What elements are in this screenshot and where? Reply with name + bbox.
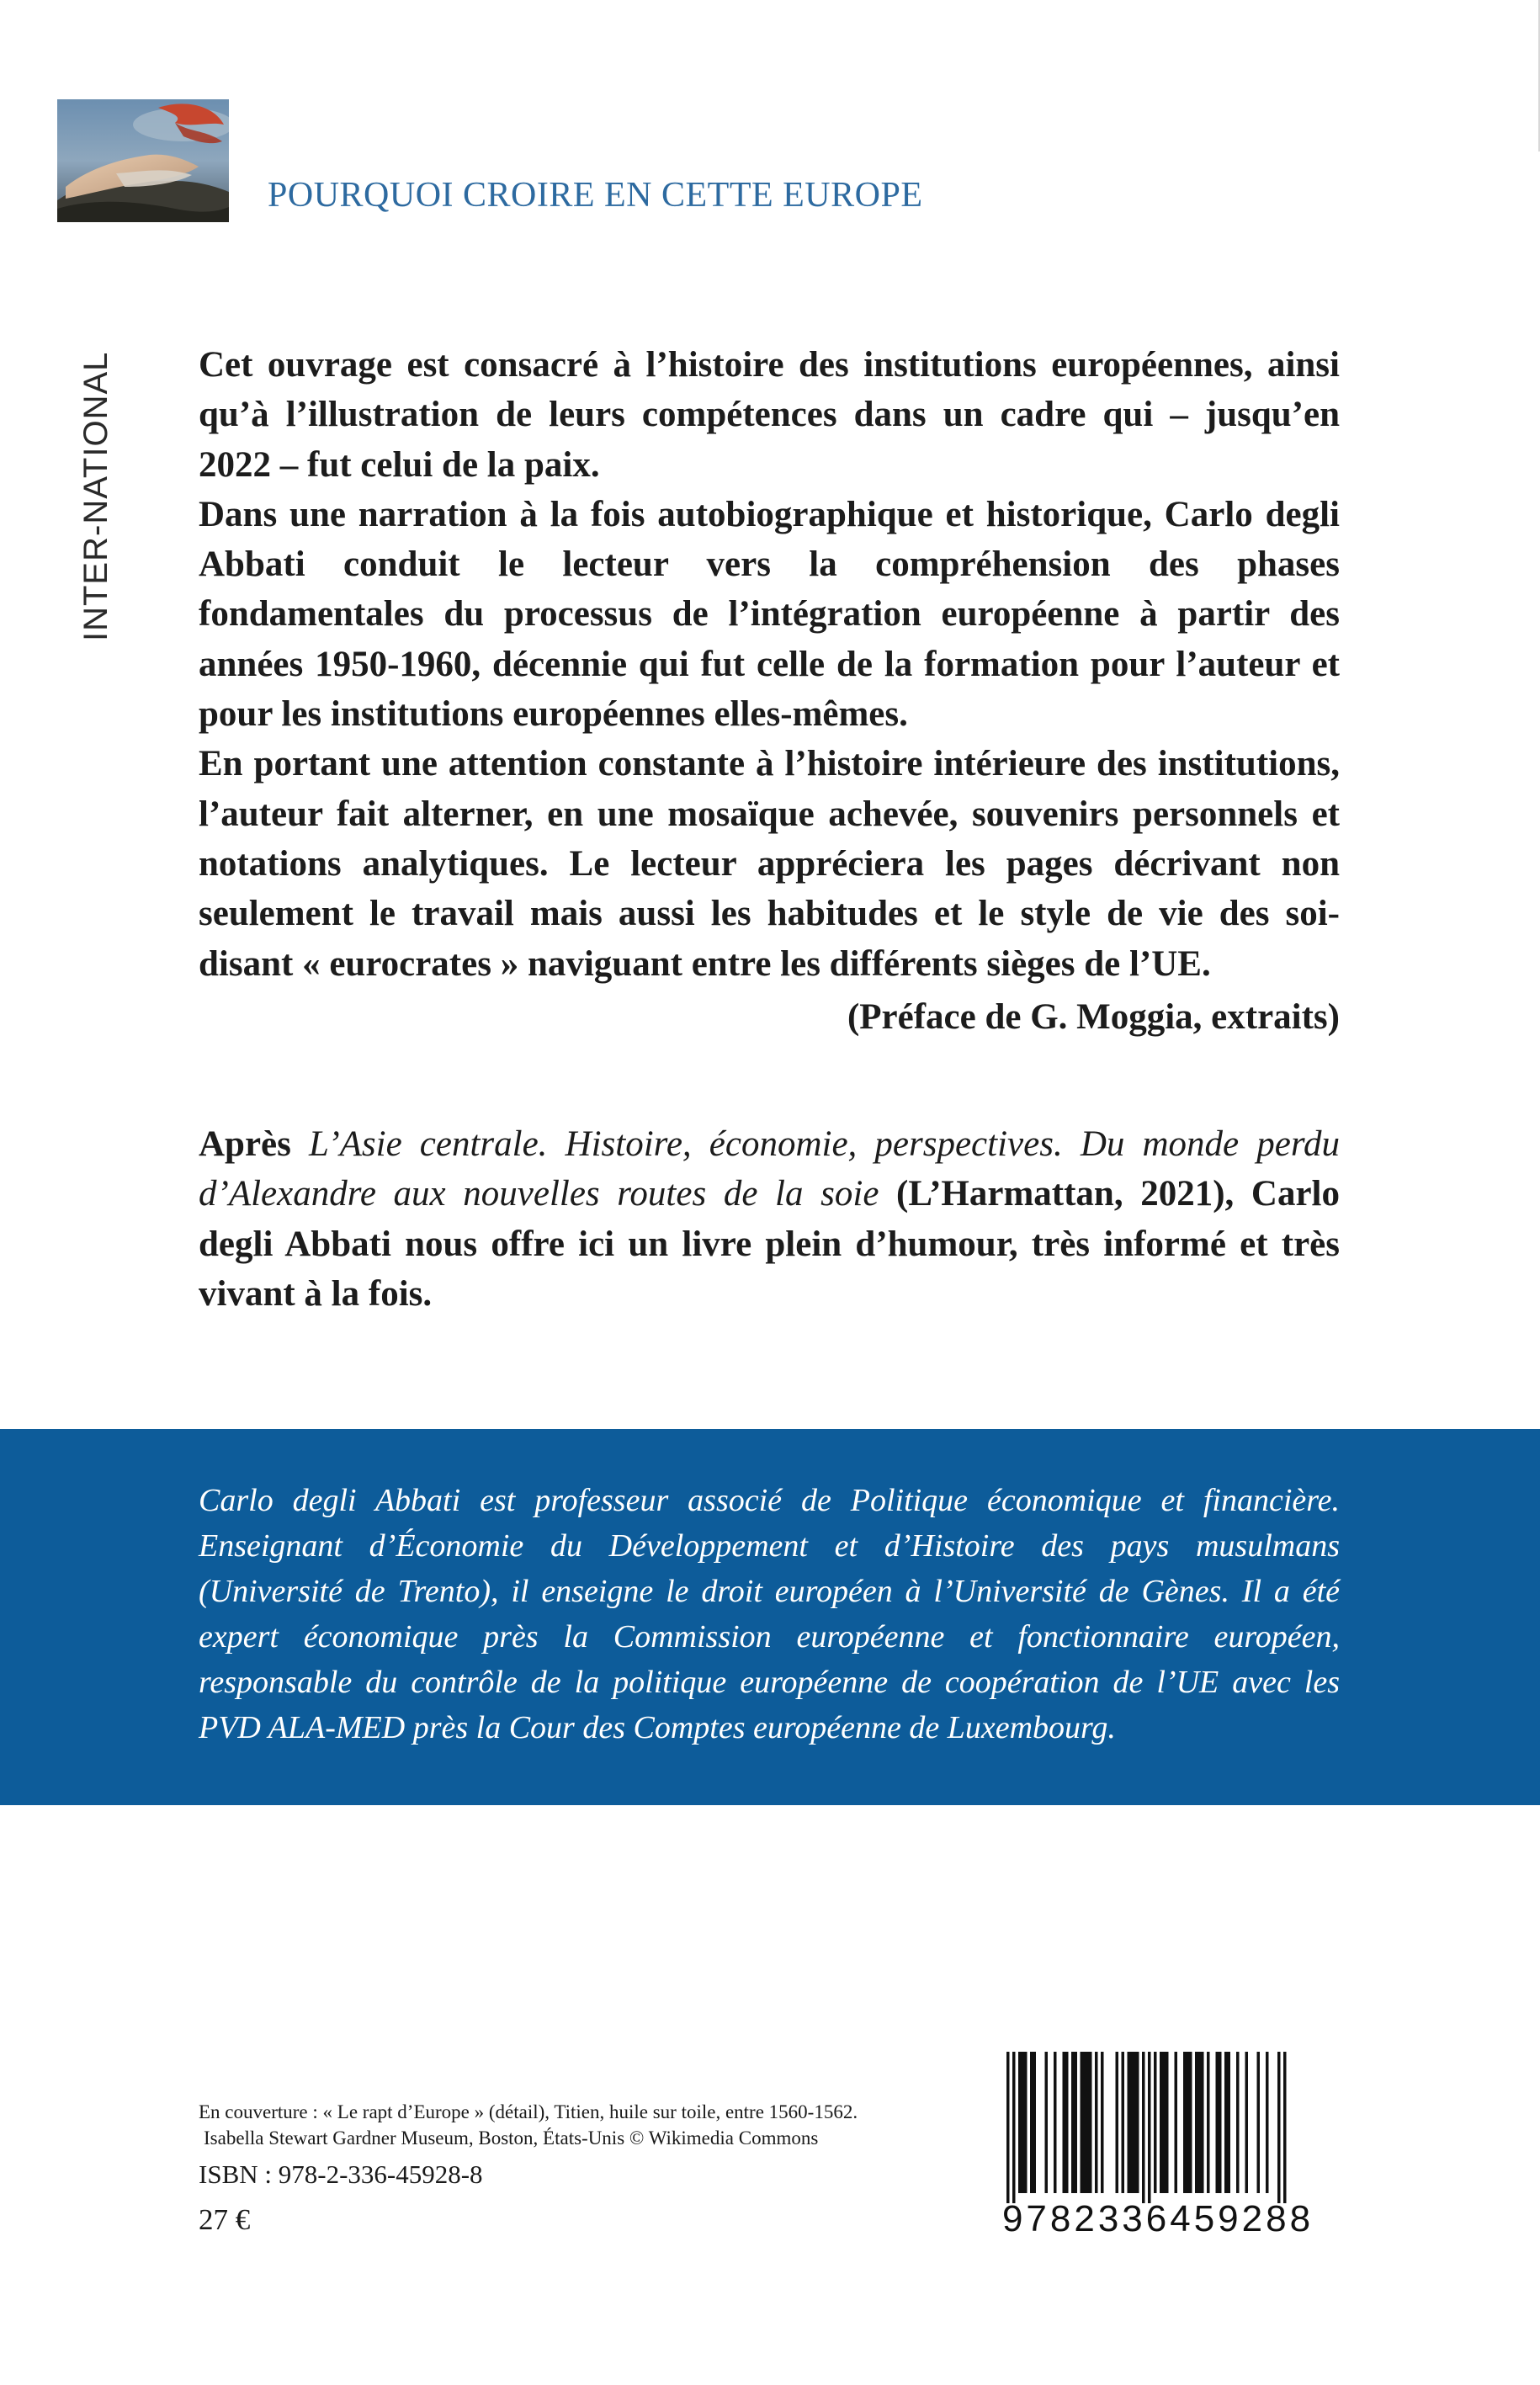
barcode-bar	[1187, 2052, 1190, 2193]
barcode-bar	[1166, 2052, 1169, 2193]
cover-credit-line: Isabella Stewart Gardner Museum, Boston, États-Unis © Wikimedia Commons	[204, 2127, 819, 2149]
barcode-bar	[1134, 2052, 1137, 2193]
barcode-bar	[1183, 2052, 1187, 2193]
barcode-bar	[1101, 2052, 1104, 2193]
barcode-bar	[1160, 2052, 1163, 2193]
isbn-number: ISBN : 978-2-336-45928-8	[199, 2159, 483, 2189]
barcode-bar	[1245, 2052, 1249, 2193]
barcode-bar	[1175, 2052, 1178, 2193]
price-label: 27 €	[199, 2203, 251, 2236]
barcode-bar	[1012, 2052, 1016, 2203]
barcode-bar	[1189, 2052, 1192, 2193]
barcode-bar	[1022, 2052, 1025, 2193]
barcode-bar	[1081, 2052, 1084, 2193]
blurb-paragraph: Dans une narration à la fois autobiographique et historique, Carlo degli Abbati conduit le lecteur vers la compréhension des phases fondamentales du processus de l’intégration européenne à partir des années 1950-1960, décennie qui fut celle de la formation pour l’auteur et pour les institutions européennes elles-mêmes.	[199, 494, 1340, 735]
barcode-bar	[1228, 2052, 1231, 2193]
barcode-bar	[1071, 2052, 1075, 2193]
barcode-bar	[1075, 2052, 1078, 2193]
author-bio-text: Carlo degli Abbati est professeur associé de Politique économique et financière. Enseignant d’Économie du Développement et d’Histoire des pays musulmans (Université de Trento), il enseigne le droit européen à l’Université de Gènes. Il a été expert économique près la Commission européenne et fonctionnaire européen, responsable du contrôle de la politique européenne de coopération de l’UE avec les PVD ALA-MED près la Cour des Comptes européenne de Luxembourg.	[199, 1483, 1340, 1745]
blurb-paragraph: En portant une attention constante à l’histoire intérieure des institutions, l’auteur fait alterner, en une mosaïque achevée, souvenirs personnels et notations analytiques. Le lecteur appréciera les pages décrivant non seulement le travail mais aussi les habitudes et le style de vie des soi-disant « eurocrates » naviguant entre les différents sièges de l’UE.	[199, 744, 1340, 984]
barcode-bar	[1148, 2052, 1151, 2203]
barcode-bar	[1063, 2052, 1066, 2193]
cover-credit-line: En couverture : « Le rapt d’Europe » (détail), Titien, huile sur toile, entre 1560-1562.	[199, 2101, 858, 2122]
barcode-bar	[1136, 2052, 1139, 2193]
previous-book-title: L’Asie centrale. Histoire, économie, perspectives. Du monde perdu d’Alexandre aux nouvelles routes de la soie	[199, 1124, 1340, 1214]
barcode-bar	[1257, 2052, 1261, 2193]
barcode-bar	[1163, 2052, 1166, 2193]
barcode-bar	[1030, 2052, 1033, 2193]
barcode-bar	[1045, 2052, 1049, 2193]
barcode-bar	[1089, 2052, 1092, 2193]
barcode-bar	[1116, 2052, 1119, 2193]
barcode-bar	[1095, 2052, 1098, 2193]
previous-book-paragraph	[199, 1119, 1340, 1319]
barcode-bar	[1033, 2052, 1037, 2193]
barcode-bar	[1198, 2052, 1202, 2193]
barcode-bar	[1266, 2052, 1269, 2193]
barcode-bar	[1018, 2052, 1022, 2193]
barcode-bar	[1236, 2052, 1240, 2193]
preface-attribution: (Préface de G. Moggia, extraits)	[847, 996, 1340, 1037]
spine-collection-label: INTER-NATIONAL	[77, 351, 114, 641]
cover-credit	[199, 2099, 1040, 2151]
barcode-bar	[1219, 2052, 1222, 2193]
blurb-paragraph: Cet ouvrage est consacré à l’histoire des institutions européennes, ainsi qu’à l’illustration de leurs compétences dans un cadre qui – jusqu’en 2022 – fut celui de la paix.	[199, 345, 1340, 485]
barcode-bar	[1065, 2052, 1069, 2193]
barcode-bar	[1142, 2052, 1145, 2203]
series-title: POURQUOI CROIRE EN CETTE EUROPE	[268, 176, 923, 215]
cover-painting-thumbnail	[57, 99, 229, 222]
barcode-bar	[1083, 2052, 1086, 2193]
barcode-bar	[1024, 2052, 1028, 2193]
barcode-bar	[1224, 2052, 1228, 2193]
previous-book-prefix: Après	[199, 1124, 309, 1165]
previous-book-suffix: (L’Harmattan, 2021), Carlo degli Abbati nous offre ici un livre plein d’humour, très informé et très vivant à la fois.	[199, 1174, 1340, 1315]
barcode-bar	[1086, 2052, 1090, 2193]
barcode-bar	[1122, 2052, 1125, 2193]
barcode-bars	[981, 2052, 1335, 2203]
barcode-bar	[1207, 2052, 1210, 2193]
back-cover-blurb	[199, 340, 1340, 1319]
barcode-bar	[1195, 2052, 1198, 2193]
barcode-bar	[1054, 2052, 1057, 2193]
barcode-bar	[1283, 2052, 1287, 2203]
barcode-bar	[1130, 2052, 1134, 2193]
barcode-bar	[1216, 2052, 1219, 2193]
barcode-bar	[1277, 2052, 1281, 2203]
barcode-bar	[1006, 2052, 1010, 2203]
barcode-digits: 9782336459288	[1001, 2198, 1314, 2239]
barcode-bar	[1154, 2052, 1157, 2193]
barcode-bar	[1201, 2052, 1204, 2193]
author-bio	[199, 1478, 1340, 1750]
barcode-bar	[1128, 2052, 1131, 2193]
